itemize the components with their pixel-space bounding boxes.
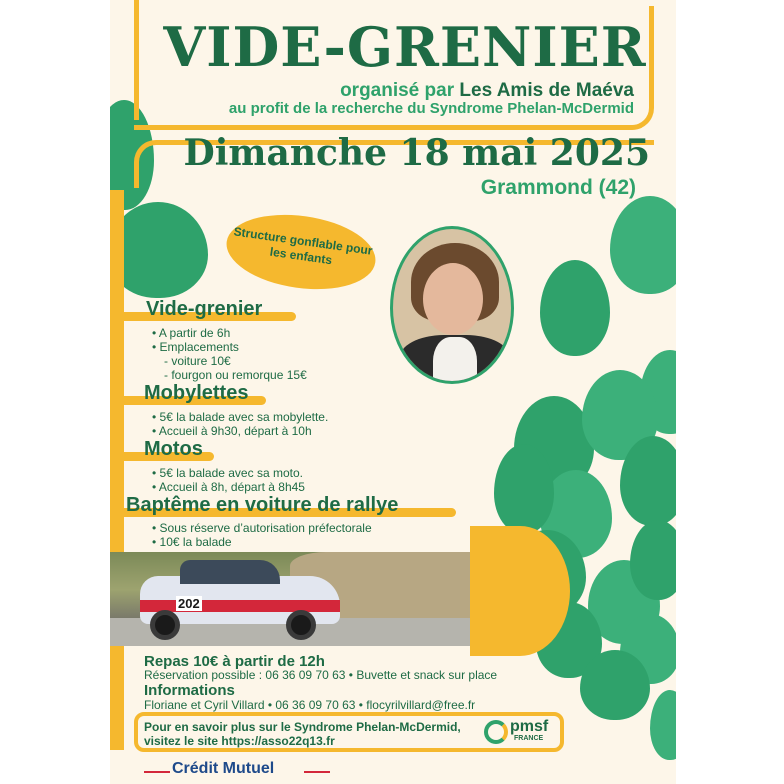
more-info-link[interactable]: visitez le site https://asso22q13.fr [144,734,335,748]
bouncy-castle-note: Structure gonflable pour les enfants [232,224,374,268]
pmsf-logo [484,718,554,748]
reservation-info: Réservation possible : 06 36 09 70 63 • Buvette et snack sur place [144,668,498,682]
pmsf-country: FRANCE [514,735,544,742]
car-wheel [286,610,316,640]
left-stripe [110,190,124,750]
green-balloon [110,202,208,298]
green-balloon [540,260,610,356]
vide-grenier-items [152,326,307,382]
rally-car-photo [110,552,470,646]
meal-info: Repas 10€ à partir de 12h [144,653,325,670]
green-balloon [580,650,650,720]
organizer-line [340,80,634,102]
photo-balloon [390,226,514,384]
list-item: • 5€ la balade avec sa mobylette. [152,410,329,424]
organizer-name: Les Amis de Maéva [459,80,634,101]
car-number: 202 [178,596,200,611]
section-title-vide-grenier: Vide-grenier [146,298,263,320]
contact-line: Floriane et Cyril Villard • 06 36 09 70 63 • flocyrilvillard@free.fr [144,698,476,712]
event-poster [110,0,676,784]
sponsor-line-left [144,771,170,773]
poster-title: VIDE-GRENIER [163,15,647,79]
list-item: • 5€ la balade avec sa moto. [152,466,303,480]
mobylettes-items [152,410,328,438]
yellow-wave [470,526,570,656]
sponsor-logo [144,760,340,782]
car-wheel [150,610,180,640]
info-title: Informations [144,682,235,699]
list-item: • Accueil à 8h, départ à 8h45 [152,480,305,494]
sponsor-line-right [304,771,330,773]
list-item: • Accueil à 9h30, départ à 10h [152,424,312,438]
list-item: • Emplacements [152,340,239,354]
portrait-shirt [433,337,477,384]
motos-items [152,466,305,494]
more-info-line: Pour en savoir plus sur le Syndrome Phelan-McDermid, [144,720,461,734]
portrait-face [423,263,483,335]
sponsor-name: Crédit Mutuel [172,760,275,777]
pmsf-icon [484,720,508,744]
profit-line: au profit de la recherche du Syndrome Phelan-McDermid [228,100,634,117]
green-balloon [610,196,676,294]
green-balloon [494,444,554,534]
pmsf-name: pmsf [510,718,549,735]
list-item: • A partir de 6h [152,326,231,340]
section-title-motos: Motos [144,438,203,460]
green-balloon [630,520,676,600]
list-item: - voiture 10€ [164,354,231,368]
car-window [180,560,280,584]
list-item: • Sous réserve d’autorisation préfectorale [152,521,372,535]
rallye-items [152,521,372,549]
event-date: Dimanche 18 mai 2025 [183,132,650,174]
more-info-text [144,720,461,748]
list-item: • 10€ la balade [152,535,232,549]
event-place: Grammond (42) [480,176,636,199]
green-balloon [650,690,676,760]
list-item: - fourgon ou remorque 15€ [164,368,307,382]
organized-prefix: organisé par [340,80,455,101]
section-title-rallye: Baptême en voiture de rallye [126,494,399,516]
section-title-mobylettes: Mobylettes [144,382,249,404]
